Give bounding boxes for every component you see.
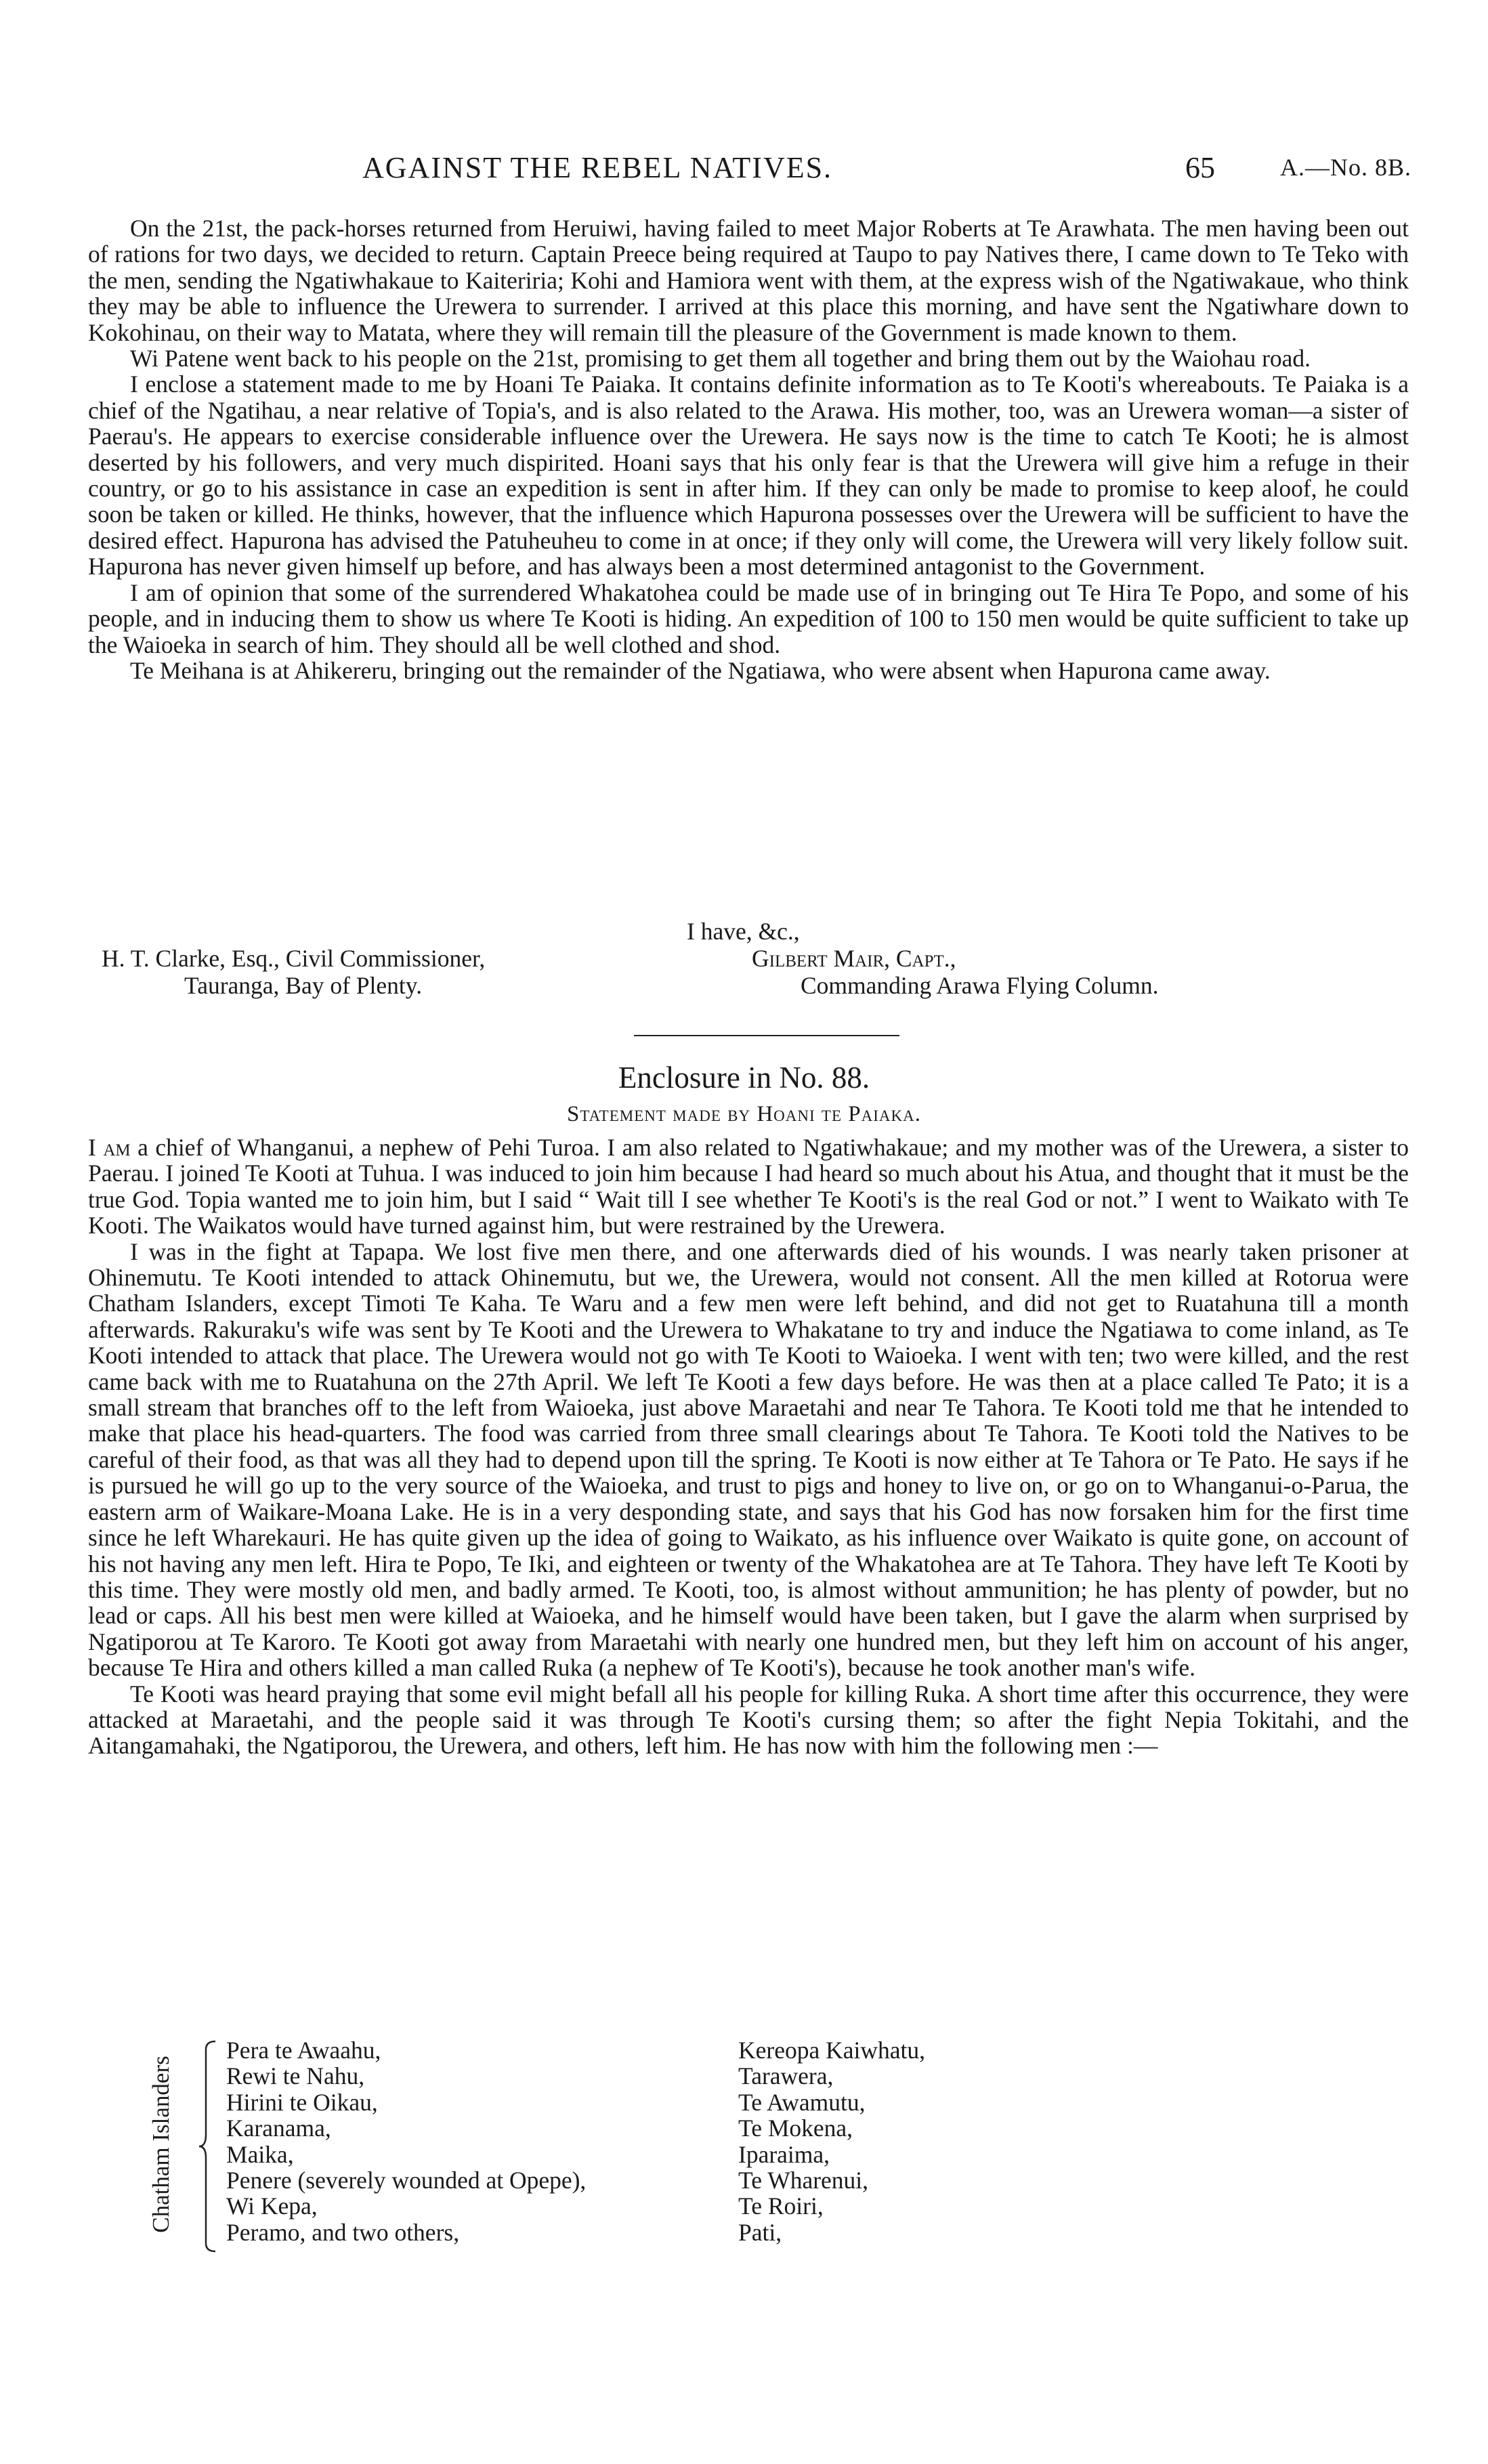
running-title: AGAINST THE REBEL NATIVES. [362,151,833,184]
list-item: Te Wharenui, [738,2167,869,2194]
list-item: Te Roiri, [738,2192,824,2220]
section-divider [634,1035,899,1036]
statement-paragraph: I was in the fight at Tapapa. We lost five men there, and one afterwards died of his wounds. I was nearly taken prisoner at Ohinemutu. Te Kooti intended to attack Ohinemutu, but we, the Urewera, would not consent. All the men killed at Rotorua were Chatham Islanders, except Timoti Te Kaha. Te Waru and a few men were left behind, and did not get to Ruatahuna till a month afterwards. Rakuraku's wife was sent by Te Kooti and the Urewera to Whakatane to try and induce the Ngatiawa to come inland, as Te Kooti intended to attack that place. The Urewera would not go with Te Kooti to Waioeka. I went with ten; two were killed, and the rest came back with me to Ruatahuna on the 27th April. We left Te Kooti a few days before. He was then at a place called Te Pato; it is a small stream that branches off to the left from Waioeka, just above Maraetahi and near Te Tahora. Te Kooti told me that he intended to make that place his head-quarters. The food was carried from three small clearings about Te Tahora. Te Kooti told the Natives to be careful of their food, as that was all they had to depend upon till the spring. Te Kooti is now either at Te Tahora or Te Pato. He says if he is pursued he will go up to the very source of the Waioeka, and trust to pigs and honey to live on, or go on to Whanganui-o-Parua, the eastern arm of Waikare-Moana Lake. He is in a very desponding state, and says that his God has now forsaken him for the first time since he left Wharekauri. He has quite given up the idea of going to Waikato, as his influence over Waikato is quite gone, on account of his not having any men left. Hira te Popo, Te Iki, and eighteen or twenty of the Whakatohea are at Te Tahora. They have left Te Kooti by this time. They were mostly old men, and badly armed. Te Kooti, too, is almost without ammunition; he has plenty of powder, but no lead or caps. All his best men were killed at Waioeka, and he himself would have been taken, but I gave the alarm when surprised by Ngatiporou at Te Karoro. Te Kooti got away from Maraetahi with nearly one hundred men, but they left him on account of his anger, because Te Hira and others killed a man called Ruka (a nephew of Te Kooti's), because he took another man's wife. [88,1237,1409,1682]
signature-name: Gilbert Mair, Capt., [752,945,956,972]
letter-body [88,215,1409,683]
statement-paragraph [88,1134,1409,1239]
letter-paragraph: Te Meihana is at Ahikereru, bringing out the remainder of the Ngatiawa, who were absent when Hapurona came away. [130,656,1271,684]
document-reference: A.—No. 8B. [1280,154,1412,181]
list-item: Iparaima, [738,2140,830,2168]
enclosure-title: Enclosure in No. 88. [618,1061,870,1095]
signature-title: Commanding Arawa Flying Column. [801,972,1159,999]
names-list-left [226,2037,586,2245]
list-item: Wi Kepa, [226,2192,318,2220]
list-item: Penere (severely wounded at Opepe), [226,2167,587,2194]
statement-paragraph: Te Kooti was heard praying that some evil might befall all his people for killing Ruka. A short time after this occurrence, they were attacked at Maraetahi, and the people said it was through Te Kooti's cursing them; so after the fight Nepia Tokitahi, and the Aitangamahaki, the Ngatiporou, the Urewera, and others, left him. He has now with him the following men :— [88,1680,1409,1760]
list-item: Rewi te Nahu, [226,2062,365,2090]
list-item: Tarawera, [738,2062,834,2090]
list-item: Kereopa Kaiwhatu, [738,2037,925,2064]
letter-paragraph: I enclose a statement made to me by Hoani Te Paiaka. It contains definite information as to Te Kooti's whereabouts. Te Paiaka is a chief of the Ngatihau, a near relative of Topia's, and is also related to the Arawa. His mother, too, was an Urewera woman—a sister of Paerau's. He appears to exercise considerable influence over the Urewera. He says now is the time to catch Te Kooti; he is almost deserted by his followers, and very much dispirited. Hoani says that his only fear is that the Urewera will give him a refuge in their country, or go to his assistance in case an expedition is sent in after him. If they can only be made to promise to keep aloof, he could soon be taken or killed. He thinks, however, that the influence which Hapurona possesses over the Urewera will be sufficient to have the desired effect. Hapurona has advised the Patuheuheu to come in at once; if they only will come, the Urewera will very likely follow suit. Hapurona has never given himself up before, and has always been a most determined antagonist to the Government. [88,370,1409,580]
letter-paragraph: I am of opinion that some of the surrendered Whakatohea could be made use of in bringing out Te Hira Te Popo, and some of his people, and in inducing them to show us where Te Kooti is hiding. An expedition of 100 to 150 men would be quite sufficient to take up the Waioeka in search of him. They should all be well clothed and shod. [88,578,1409,658]
list-item: Maika, [226,2140,294,2168]
letter-paragraph: Wi Patene went back to his people on the 21st, promising to get them all together and bring them out by the Waiohau road. [130,345,1311,373]
statement-text: a chief of Whanganui, a nephew of Pehi Turoa. I am also related to Ngatiwhakaue; and my mother was of the Urewera, a sister to Paerau. I joined Te Kooti at Tuhua. I was induced to join him because I had heard so much about his Atua, and thought that it must be the true God. Topia wanted me to join him, but I said “ Wait till I see whether Te Kooti's is the real God or not.” I went to Waikato with Te Kooti. The Waikatos would have turned against him, but were restrained by the Urewera. [88,1134,1409,1239]
list-item: Pera te Awaahu, [226,2037,381,2064]
closing: I have, &c., [687,918,800,945]
enclosure-subtitle: Statement made by Hoani te Paiaka. [567,1102,921,1126]
list-item: Hirini te Oikau, [226,2088,378,2116]
list-item: Karanama, [226,2115,331,2142]
page-number: 65 [1185,151,1215,184]
group-label: Chatham Islanders [148,2056,174,2233]
list-item: Te Awamutu, [738,2088,866,2116]
names-list-right [738,2037,925,2245]
brace-icon [198,2040,218,2253]
running-header [0,150,1488,191]
list-item: Pati, [738,2218,782,2246]
letter-paragraph: On the 21st, the pack-horses returned from Heruiwi, having failed to meet Major Roberts at Te Arawhata. The men having been out of rations for two days, we decided to return. Captain Preece being required at Taupo to pay Natives there, I came down to Te Teko with the men, sending the Ngatiwhakaue to Kaiteriria; Kohi and Hamiora went with them, at the express wish of the Ngatiwakaue, who think they may be able to influence the Urewera to surrender. I arrived at this place this morning, and have sent the Ngatiwhare down to Kokohinau, on their way to Matata, where they will remain till the pleasure of the Government is made known to them. [88,215,1409,346]
addressee-line-2: Tauranga, Bay of Plenty. [184,972,423,999]
opening-word: I am [88,1134,131,1161]
list-item: Peramo, and two others, [226,2218,460,2246]
enclosure-body [88,1134,1409,1759]
addressee-line-1: H. T. Clarke, Esq., Civil Commissioner, [102,945,486,972]
list-item: Te Mokena, [738,2115,853,2142]
